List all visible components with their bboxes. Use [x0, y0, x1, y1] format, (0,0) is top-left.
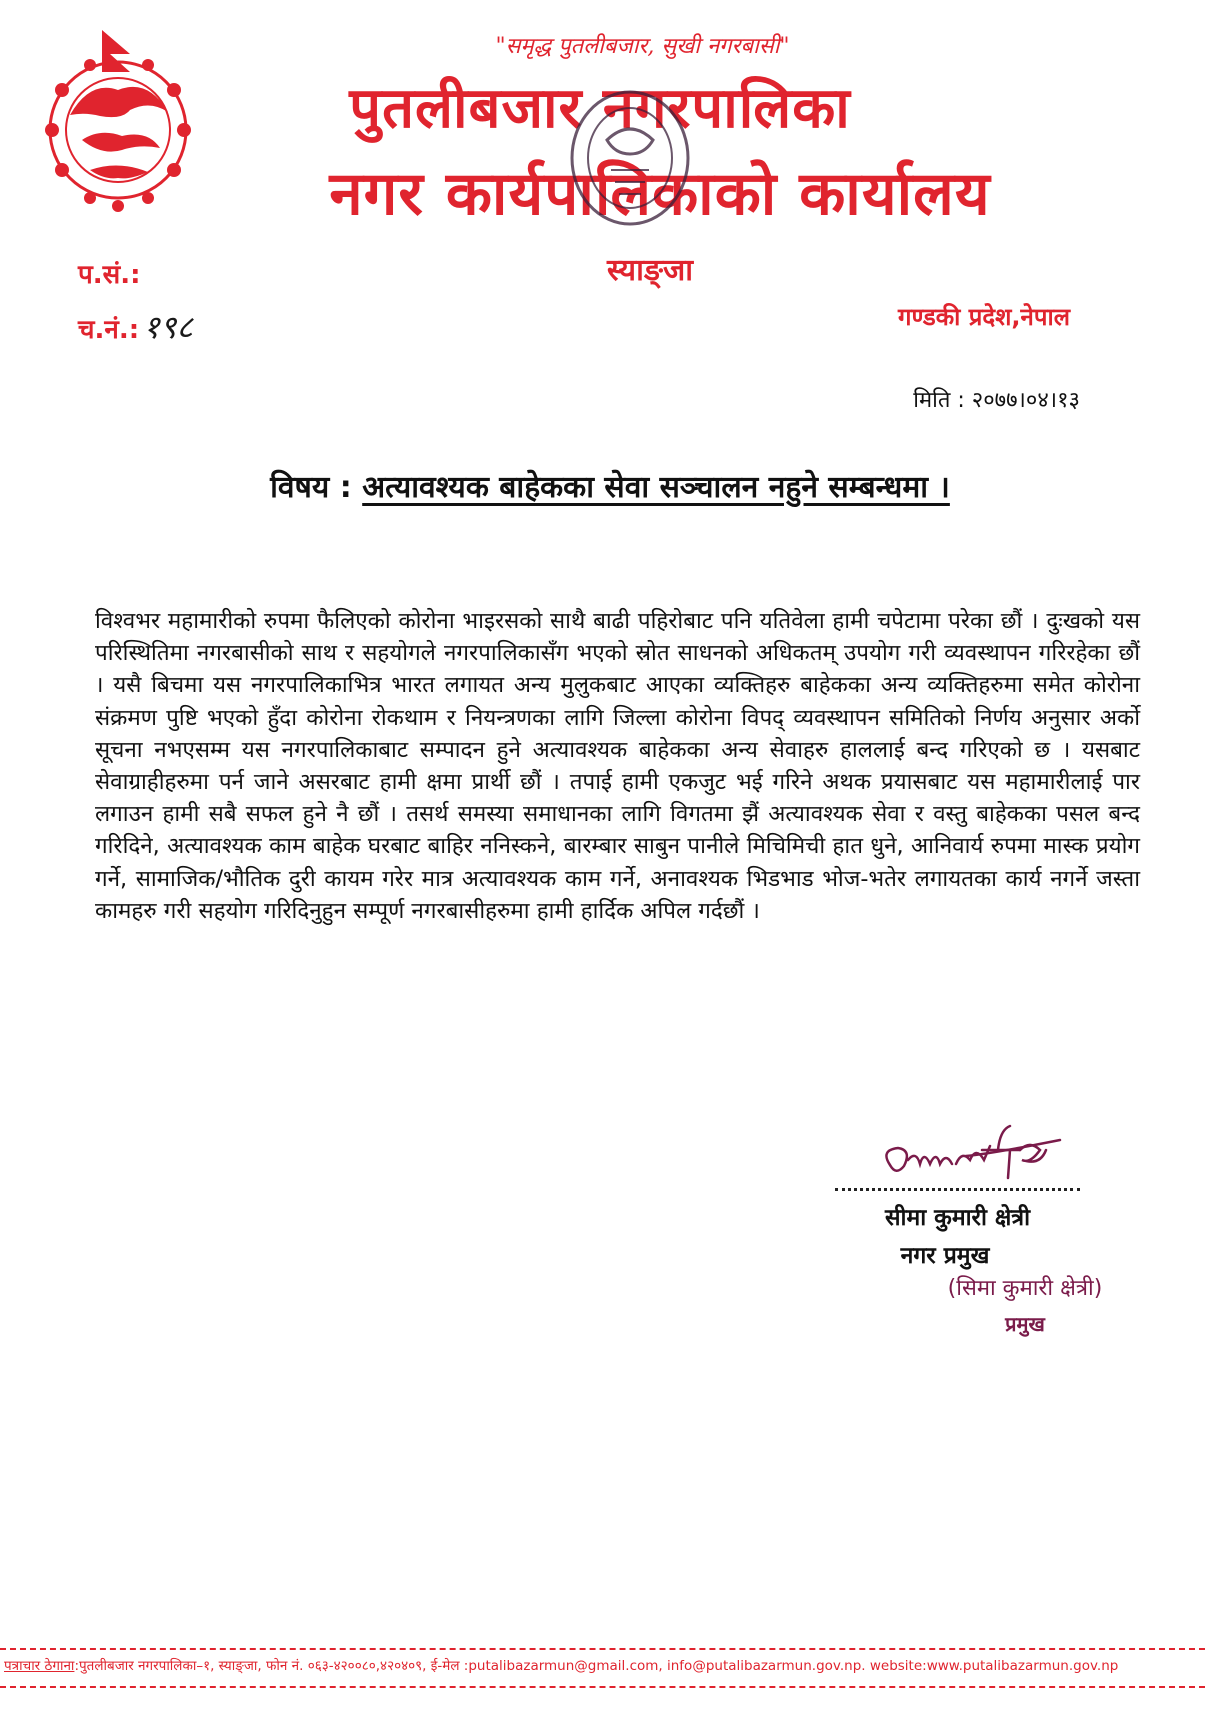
dispatch-number-value: १९८: [143, 308, 194, 346]
footer-divider-top: [0, 1648, 1205, 1650]
date-label: मिति :: [913, 388, 965, 413]
date-value: २०७७।०४।१३: [971, 388, 1080, 413]
signature-line: [835, 1188, 1080, 1191]
dispatch-number-label: च.नं.:: [78, 315, 140, 345]
footer-divider-bottom: [0, 1686, 1205, 1688]
district-name: स्याङ्जा: [607, 253, 693, 288]
signature-stamp-name: (सिमा कुमारी क्षेत्री): [947, 1276, 1103, 1301]
signature-stamp-title: प्रमुख: [1005, 1312, 1045, 1336]
municipality-name: पुतलीबजार नगरपालिका: [349, 76, 851, 141]
letter-body: विश्वभर महामारीको रुपमा फैलिएको कोरोना भाइरसको साथै बाढी पहिरोबाट पनि यतिवेला हामी चपेटामा परेका छौं । दुःखको यस परिस्थितिमा नगरबासीको साथ र सहयोगले नगरपालिकासँग भएको स्रोत साधनको अधिकतम् उपयोग गरी व्यवस्थापन गरिरहेका छौं । यसै बिचमा यस नगरपालिकाभित्र भारत लगायत अन्य मुलुकबाट आएका व्यक्तिहरु बाहेकका अन्य व्यक्तिहरुमा समेत कोरोना संक्रमण पुष्टि भएको हुँदा कोरोना रोकथाम र नियन्त्रणका लागि जिल्ला कोरोना विपद् व्यवस्थापन समितिको निर्णय अनुसार अर्को सूचना नभएसम्म यस नगरपालिकाबाट सम्पादन हुने अत्यावश्यक बाहेकका अन्य सेवाहरु हाललाई बन्द गरिएको छ । यसबाट सेवाग्राहीहरुमा पर्न जाने असरबाट हामी क्षमा प्रार्थी छौं । तपाई हामी एकजुट भई गरिने अथक प्रयासबाट यस महामारीलाई पार लगाउन हामी सबै सफल हुने नै छौं । तसर्थ समस्या समाधानका लागि विगतमा झैं अत्यावश्यक सेवा र वस्तु बाहेकका पसल बन्द गरिदिने, अत्यावश्यक काम बाहेक घरबाट बाहिर ननिस्कने, बारम्बार साबुन पानीले मिचिमिची हात धुने, आनिवार्य रुपमा मास्क प्रयोग गर्ने, सामाजिक/भौतिक दुरी कायम गरेर मात्र अत्यावश्यक काम गर्ने, अनावश्यक भिडभाड भोज-भतेर लगायतका कार्य नगर्ने जस्ता कामहरु गरी सहयोग गरिदिनुहुन सम्पूर्ण नगरबासीहरुमा हामी हार्दिक अपिल गर्दछौं ।: [95, 608, 1140, 924]
date-row: [700, 384, 1080, 414]
handwritten-signature-icon: [870, 1120, 1070, 1190]
office-stamp-icon: [555, 78, 705, 238]
dispatch-number-row: [78, 305, 193, 345]
office-name: नगर कार्यपालिकाको कार्यालय: [329, 159, 991, 229]
footer-label: पत्राचार ठेगाना: [4, 1658, 75, 1674]
footer-contact: [0, 1656, 1205, 1674]
subject-label: विषय :: [270, 470, 352, 505]
subject-text: अत्यावश्यक बाहेकका सेवा सञ्चालन नहुने सम्बन्धमा ।: [362, 470, 950, 505]
signer-name: सीमा कुमारी क्षेत्री: [884, 1205, 1031, 1231]
footer-address: :पुतलीबजार नगरपालिका–१, स्याङ्जा, फोन नं. ०६३-४२००८०,४२०४०९, ई-मेल :putalibazarmun@gmail.com, info@putalibazarmun.gov.np. website:www.putalibazarmun.gov.np: [74, 1658, 1119, 1674]
reference-number-label: प.सं.:: [78, 260, 141, 290]
signer-title: नगर प्रमुख: [900, 1243, 990, 1269]
subject-line: [60, 465, 1160, 506]
municipality-motto: "समृद्ध पुतलीबजार, सुखी नगरबासी": [495, 34, 790, 59]
province-name: गण्डकी प्रदेश,नेपाल: [897, 303, 1070, 331]
